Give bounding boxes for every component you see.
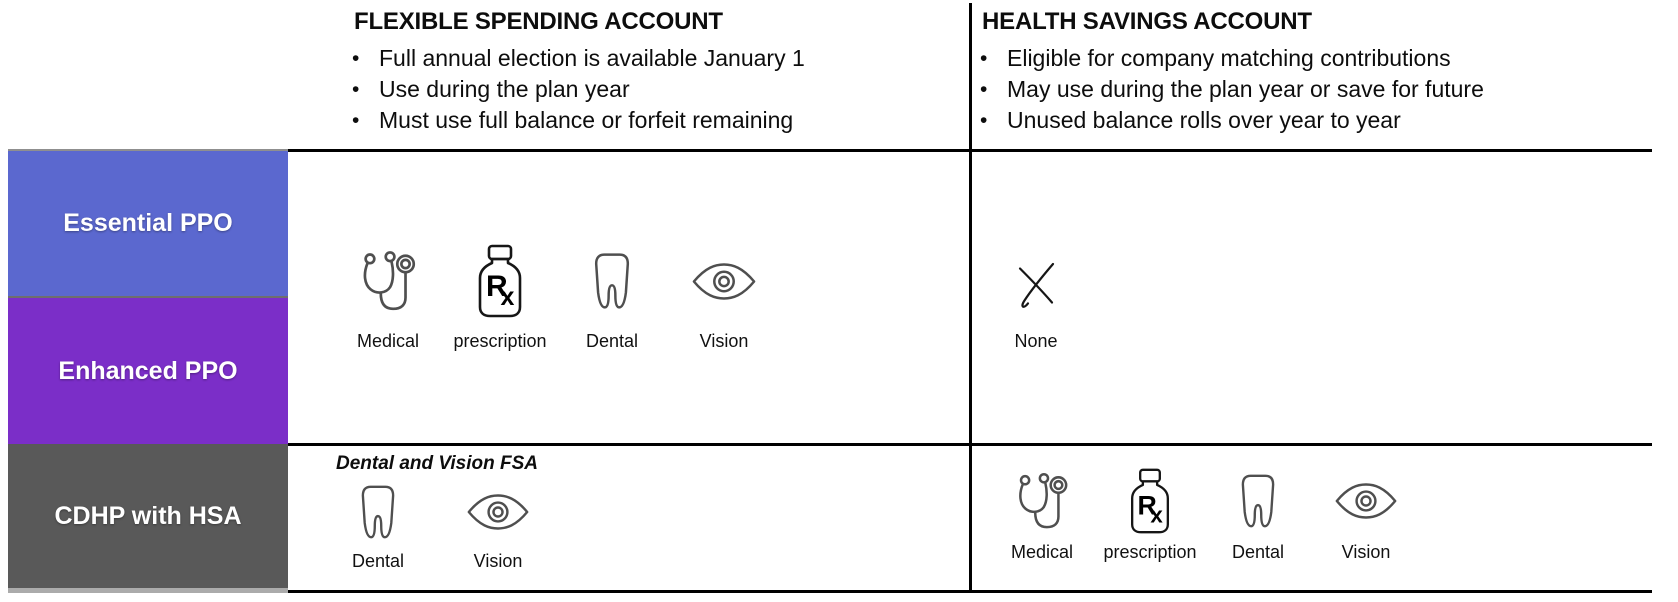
benefit-item-dental — [562, 243, 662, 352]
hsa-title: HEALTH SAVINGS ACCOUNT — [982, 8, 1312, 35]
benefit-label: Dental — [351, 551, 405, 571]
benefit-item-dental — [332, 479, 424, 572]
benefit-label: Dental — [585, 331, 639, 351]
benefit-item-dental — [1212, 468, 1304, 590]
benefit-item-prescription — [450, 243, 550, 352]
fsa-bullet-text: Full annual election is available January 1 — [379, 45, 805, 71]
hsa-bullet-row — [980, 43, 1652, 74]
bullet-icon: • — [980, 78, 988, 101]
eye-icon — [466, 479, 530, 545]
hsa-bullet-row — [980, 74, 1652, 105]
fsa-column-header — [352, 8, 962, 136]
fsa-bullet-row — [352, 74, 962, 105]
eye-icon — [691, 243, 757, 319]
cell-ppo-fsa — [288, 152, 969, 443]
benefit-label: Medical — [1010, 542, 1074, 562]
fsa-bullet-row — [352, 105, 962, 136]
rx-bottle-icon — [1126, 468, 1174, 534]
benefit-label: prescription — [1103, 542, 1197, 562]
plan-row-essential-ppo — [8, 151, 288, 296]
bullet-icon: • — [352, 78, 360, 101]
cell-ppo-hsa — [972, 152, 1652, 443]
cdhp-fsa-icon-row — [332, 479, 969, 572]
sidebar-bottom-edge — [8, 588, 288, 593]
fsa-bullet-row — [352, 43, 962, 74]
benefit-item-medical — [996, 468, 1088, 590]
benefit-item-vision — [452, 479, 544, 572]
bullet-icon: • — [352, 47, 360, 70]
fsa-bullet-text: Must use full balance or forfeit remaining — [379, 107, 794, 133]
fsa-title: FLEXIBLE SPENDING ACCOUNT — [354, 8, 723, 35]
hsa-bullet-text: May use during the plan year or save for future — [1007, 76, 1484, 102]
rx-bottle-icon — [474, 243, 526, 319]
benefit-label: prescription — [453, 331, 547, 351]
benefit-label: Vision — [1341, 542, 1391, 562]
plan-row-cdhp-with-hsa — [8, 444, 288, 588]
cell-cdhp-hsa — [972, 446, 1652, 590]
hsa-column-header — [980, 8, 1652, 136]
benefit-item-medical — [338, 243, 438, 352]
benefit-label: None — [1014, 331, 1058, 351]
benefit-item-vision — [674, 243, 774, 352]
cell-cdhp-fsa — [288, 446, 969, 590]
benefit-label: Medical — [356, 331, 420, 351]
eye-icon — [1334, 468, 1398, 534]
benefit-item-none — [1000, 253, 1072, 352]
hsa-bullet-text: Eligible for company matching contributions — [1007, 45, 1451, 71]
bullet-icon: • — [980, 47, 988, 70]
benefit-label: Vision — [473, 551, 523, 571]
table-bottom-border — [288, 590, 1652, 593]
tooth-icon — [589, 243, 635, 319]
x-mark-icon — [1011, 253, 1061, 319]
stethoscope-icon — [1013, 468, 1071, 534]
bullet-icon: • — [352, 109, 360, 132]
plan-label: CDHP with HSA — [54, 501, 242, 530]
benefit-label: Vision — [699, 331, 749, 351]
plan-row-enhanced-ppo — [8, 298, 288, 444]
stethoscope-icon — [357, 243, 419, 319]
tooth-icon — [356, 479, 400, 545]
fsa-bullet-text: Use during the plan year — [379, 76, 630, 102]
plan-label: Essential PPO — [63, 209, 233, 237]
benefit-label: Dental — [1231, 542, 1285, 562]
plan-sidebar — [8, 149, 288, 593]
bullet-icon: • — [980, 109, 988, 132]
hsa-bullet-row — [980, 105, 1652, 136]
tooth-icon — [1236, 468, 1280, 534]
cdhp-fsa-heading: Dental and Vision FSA — [336, 453, 538, 474]
plan-label: Enhanced PPO — [58, 356, 238, 385]
hsa-bullet-text: Unused balance rolls over year to year — [1007, 107, 1401, 133]
benefit-item-prescription — [1104, 468, 1196, 590]
benefit-item-vision — [1320, 468, 1412, 590]
